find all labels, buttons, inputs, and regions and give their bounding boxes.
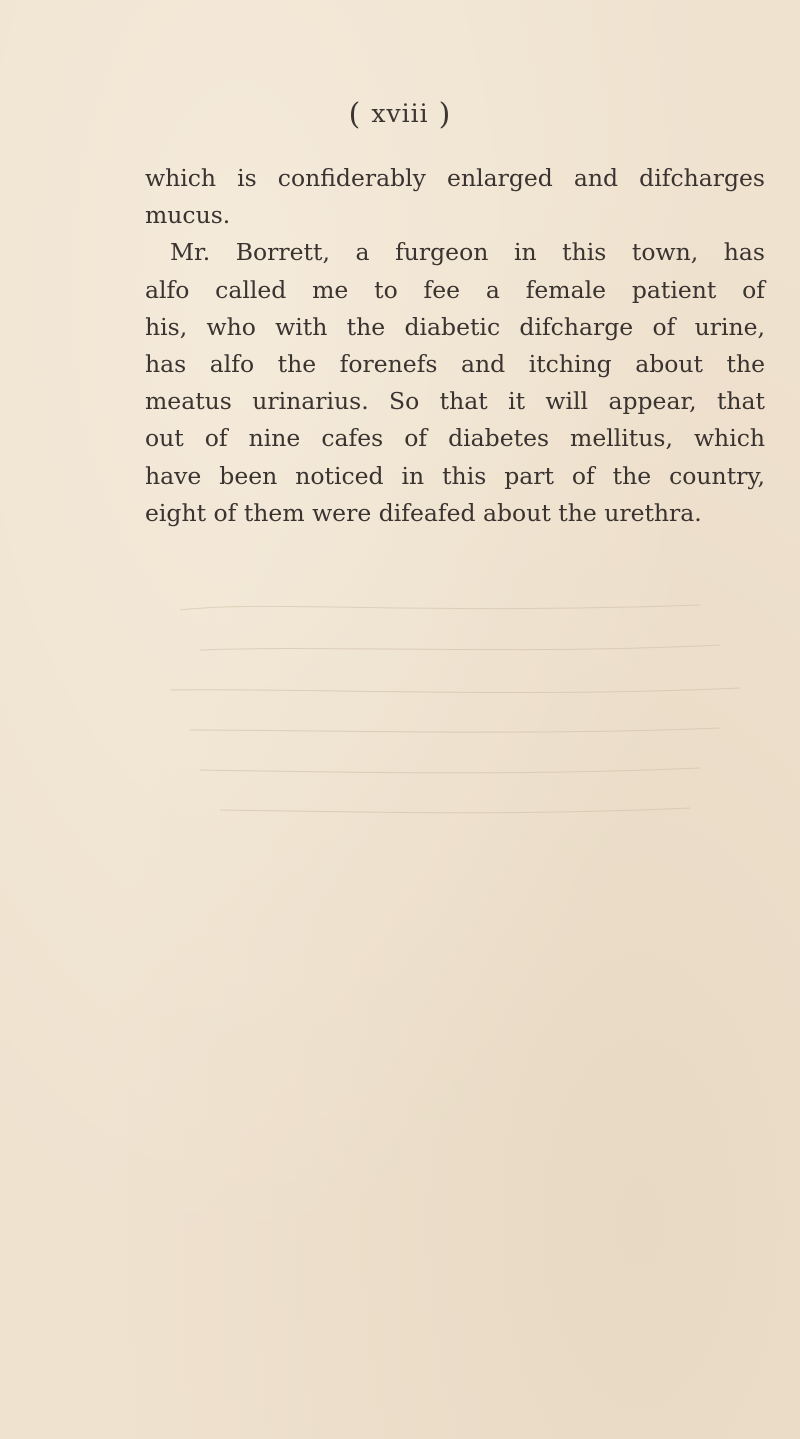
body-text	[145, 160, 765, 532]
text-line: alfo called me to fee a female patient of	[145, 275, 765, 304]
text-line: which is confiderably enlarged and difcharges	[145, 164, 765, 192]
page-number: xviii	[371, 99, 429, 128]
text-line: mucus.	[145, 201, 231, 230]
text-line: out of nine cafes of diabetes mellitus, which	[145, 424, 765, 453]
text-line: Mr. Borrett, a furgeon in this town, has	[170, 238, 765, 267]
text-line: his, who with the diabetic difcharge of urine,	[145, 312, 765, 341]
text-line: have been noticed in this part of the country,	[145, 461, 765, 490]
text-line: eight of them were difeafed about the urethra.	[145, 498, 702, 527]
text-line: meatus urinarius. So that it will appear, that	[145, 387, 765, 416]
page-header	[0, 95, 800, 130]
open-parenthesis: (	[348, 97, 362, 132]
close-parenthesis: )	[438, 97, 452, 132]
text-line: has alfo the forenefs and itching about the	[145, 350, 765, 379]
